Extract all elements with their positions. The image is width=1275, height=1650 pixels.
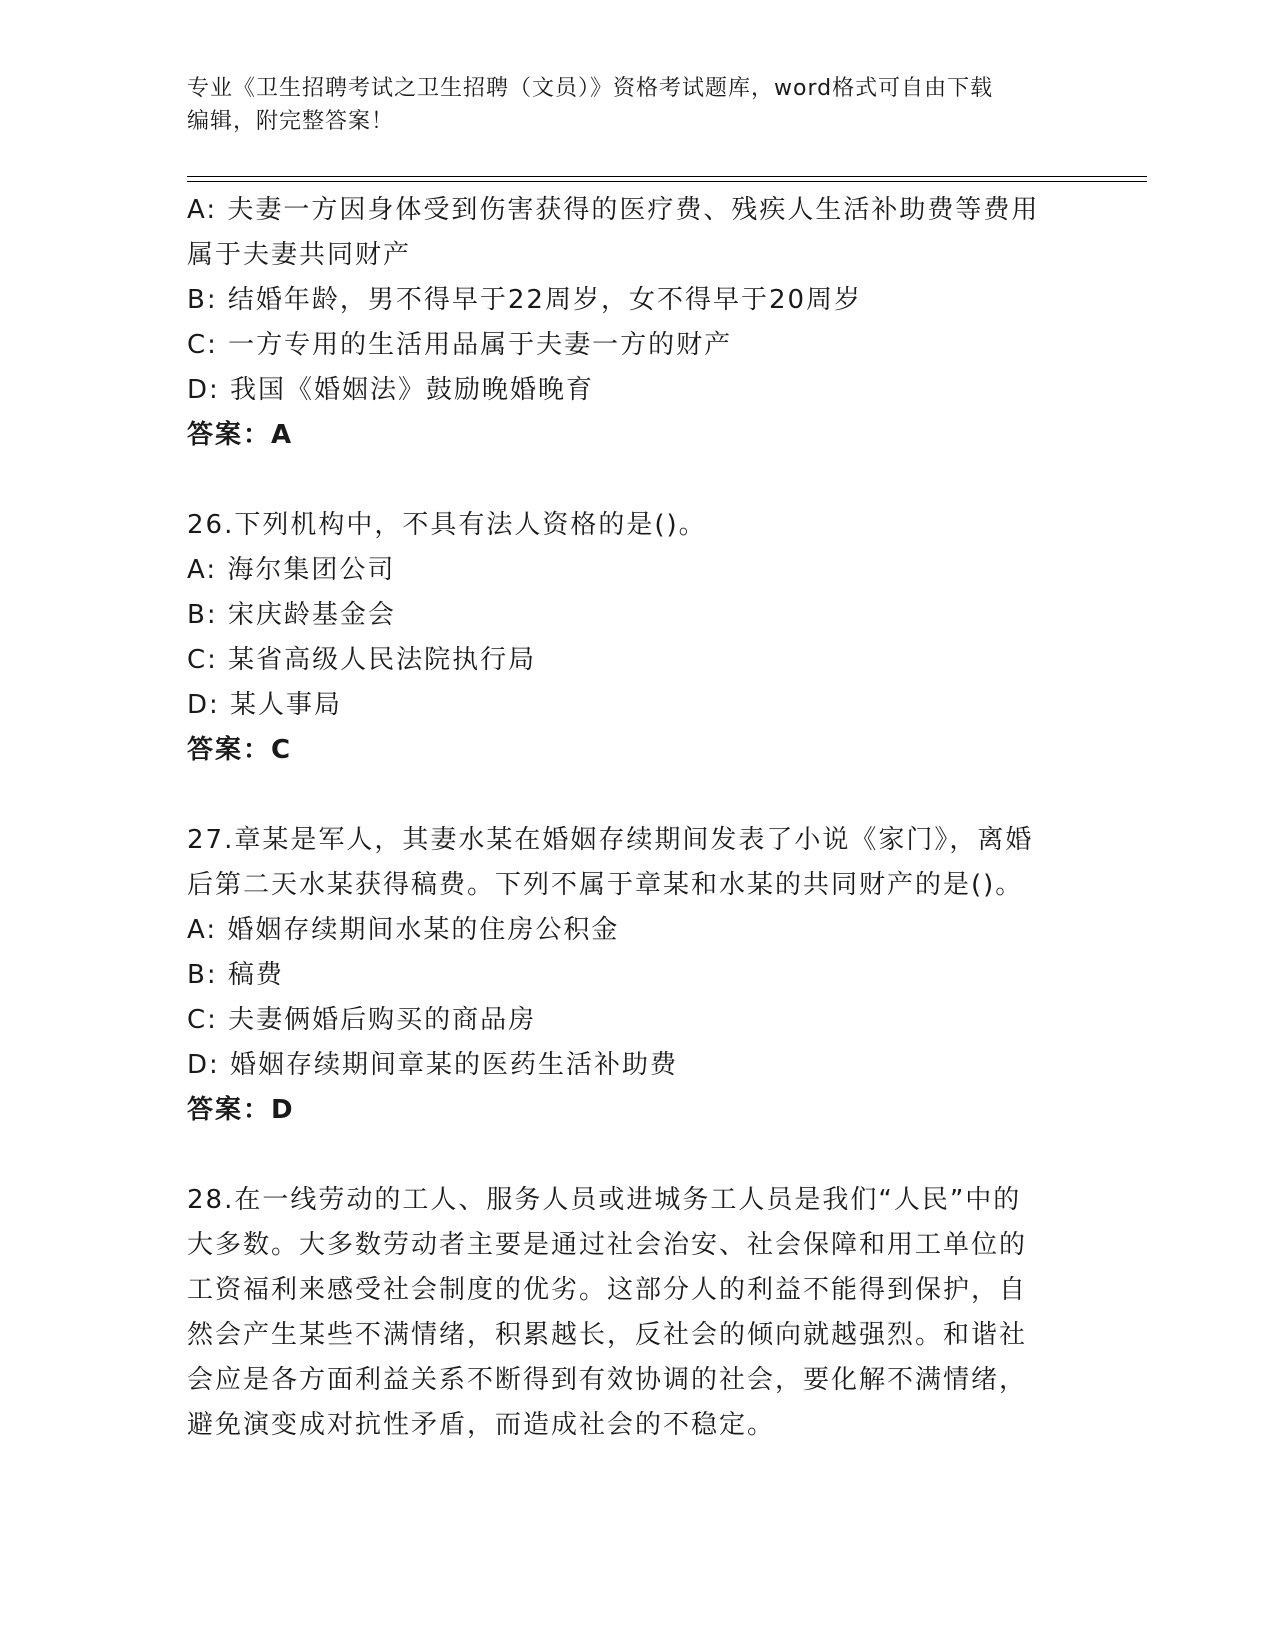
q27-question-line1: 27.章某是军人，其妻水某在婚姻存续期间发表了小说《家门》，离婚 bbox=[187, 825, 1034, 855]
q26-option-d: D: 某人事局 bbox=[187, 690, 343, 720]
q28-line: 大多数。大多数劳动者主要是通过社会治安、社会保障和用工单位的 bbox=[187, 1230, 1028, 1260]
q25-option-a-line2: 属于夫妻共同财产 bbox=[187, 240, 412, 270]
q25-option-a-line1: A: 夫妻一方因身体受到伤害获得的医疗费、残疾人生活补助费等费用 bbox=[187, 195, 1040, 225]
q28-line: 会应是各方面利益关系不断得到有效协调的社会，要化解不满情绪， bbox=[187, 1365, 1028, 1395]
header-rule-bottom bbox=[187, 181, 1147, 182]
q25-answer: 答案：A bbox=[187, 420, 294, 450]
spacer bbox=[187, 458, 1087, 503]
q26-option-b: B: 宋庆龄基金会 bbox=[187, 600, 396, 630]
q28-line: 28.在一线劳动的工人、服务人员或进城务工人员是我们“人民”中的 bbox=[187, 1185, 1022, 1215]
q28-line: 避免演变成对抗性矛盾，而造成社会的不稳定。 bbox=[187, 1410, 776, 1440]
question-content bbox=[187, 188, 1087, 1448]
q27-option-b: B: 稿费 bbox=[187, 960, 284, 990]
q26-option-a: A: 海尔集团公司 bbox=[187, 555, 396, 585]
spacer bbox=[187, 773, 1087, 818]
q27-option-d: D: 婚姻存续期间章某的医药生活补助费 bbox=[187, 1050, 679, 1080]
q28-line: 工资福利来感受社会制度的优劣。这部分人的利益不能得到保护，自 bbox=[187, 1275, 1028, 1305]
spacer bbox=[187, 1133, 1087, 1178]
q27-option-a: A: 婚姻存续期间水某的住房公积金 bbox=[187, 915, 620, 945]
q27-option-c: C: 夫妻俩婚后购买的商品房 bbox=[187, 1005, 537, 1035]
header-rule-top bbox=[187, 176, 1147, 177]
q26-question: 26.下列机构中，不具有法人资格的是()。 bbox=[187, 510, 707, 540]
q27-answer: 答案：D bbox=[187, 1095, 295, 1125]
q26-option-c: C: 某省高级人民法院执行局 bbox=[187, 645, 537, 675]
q27-question-line2: 后第二天水某获得稿费。下列不属于章某和水某的共同财产的是()。 bbox=[187, 870, 1024, 900]
q26-answer: 答案：C bbox=[187, 735, 293, 765]
q25-option-b: B: 结婚年龄，男不得早于22周岁，女不得早于20周岁 bbox=[187, 285, 863, 315]
q25-option-d: D: 我国《婚姻法》鼓励晚婚晚育 bbox=[187, 375, 595, 405]
page-header-text: 专业《卫生招聘考试之卫生招聘（文员）》资格考试题库，word格式可自由下载 编辑，附完整答案！ bbox=[187, 76, 994, 134]
q25-option-c: C: 一方专用的生活用品属于夫妻一方的财产 bbox=[187, 330, 733, 360]
q28-line: 然会产生某些不满情绪，积累越长，反社会的倾向就越强烈。和谐社 bbox=[187, 1320, 1028, 1350]
